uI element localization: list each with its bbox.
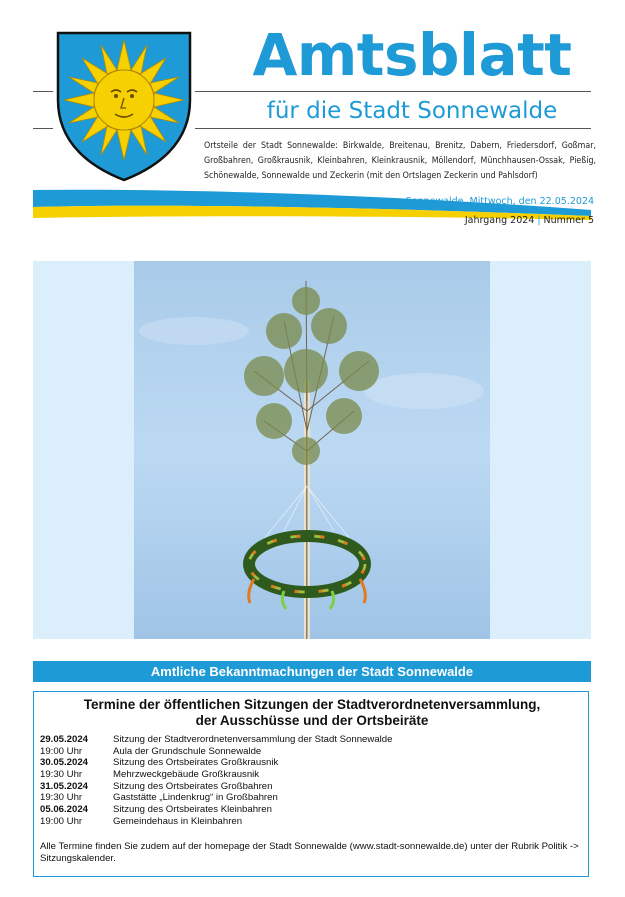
meeting-date: 05.06.2024 [40,804,89,816]
page-subtitle: für die Stadt Sonnewalde [266,98,558,124]
meeting-desc: Sitzung des Ortsbeirates Großkrausnik [113,757,279,769]
meeting-time: 19:00 Uhr [40,815,83,827]
meetings-list [40,734,580,828]
meetings-title [40,697,584,729]
meeting-location: Aula der Grundschule Sonnewalde [113,745,262,757]
meeting-location: Gaststätte „Lindenkrug“ in Großbahren [113,792,278,804]
header-rule-top [195,91,591,92]
issue-number: Nummer 5 [543,215,594,226]
meeting-row [40,746,580,758]
issue-date: Sonnewalde, Mittwoch, den 22.05.2024 [405,196,594,207]
meeting-desc: Sitzung des Ortsbeirates Großbahren [113,780,273,792]
meeting-date: 31.05.2024 [40,780,89,792]
sun-coat-of-arms-icon [55,30,193,182]
meeting-desc: Sitzung des Ortsbeirates Kleinbahren [113,804,272,816]
meeting-row [40,769,580,781]
header-rule-left-bottom [33,128,53,129]
meeting-row [40,804,580,816]
announcements-banner: Amtliche Bekanntmachungen der Stadt Sonnewalde [33,661,591,682]
page-title: Amtsblatt [252,21,572,89]
meeting-time: 19:30 Uhr [40,792,83,804]
header-rule-bottom [195,128,591,129]
districts-text: Ortsteile der Stadt Sonnewalde: Birkwalde, Breitenau, Brenitz, Dabern, Friedersdorf, Goßmar, Großbahren, Großkrausnik, Kleinbahren, Kleinkrausnik, Möllendorf, Münchhausen-Ossak, Pießig, Schönewalde, Sonnewalde und Zeckerin (mit den Ortslagen Zeckerin und Pahlsdorf) [204,141,596,181]
meeting-row [40,734,580,746]
issue-volume-number [465,215,594,226]
header-rule-left-top [33,91,53,92]
meeting-time: 19:30 Uhr [40,769,83,781]
separator: | [537,215,541,226]
meeting-row [40,792,580,804]
meeting-row [40,816,580,828]
volume: Jahrgang 2024 [464,215,535,226]
meeting-location: Gemeindehaus in Kleinbahren [113,815,243,827]
meetings-title-line-1: Termine der öffentlichen Sitzungen der Stadtverordnetenversammlung, [83,697,541,712]
meetings-title-line-2: der Ausschüsse und der Ortsbeiräte [195,713,429,728]
meetings-note: Alle Termine finden Sie zudem auf der homepage der Stadt Sonnewalde (www.stadt-sonnewalde.de) unter der Rubrik Politik -> Sitzungskalender. [40,841,579,864]
meeting-row [40,781,580,793]
maypole-photo [134,261,490,639]
meeting-desc: Sitzung der Stadtverordnetenversammlung der Stadt Sonnewalde [113,734,393,745]
meeting-row [40,757,580,769]
meeting-time: 19:00 Uhr [40,745,83,757]
meeting-date: 29.05.2024 [40,734,89,745]
meeting-location: Mehrzweckgebäude Großkrausnik [113,769,260,781]
meeting-date: 30.05.2024 [40,757,89,769]
